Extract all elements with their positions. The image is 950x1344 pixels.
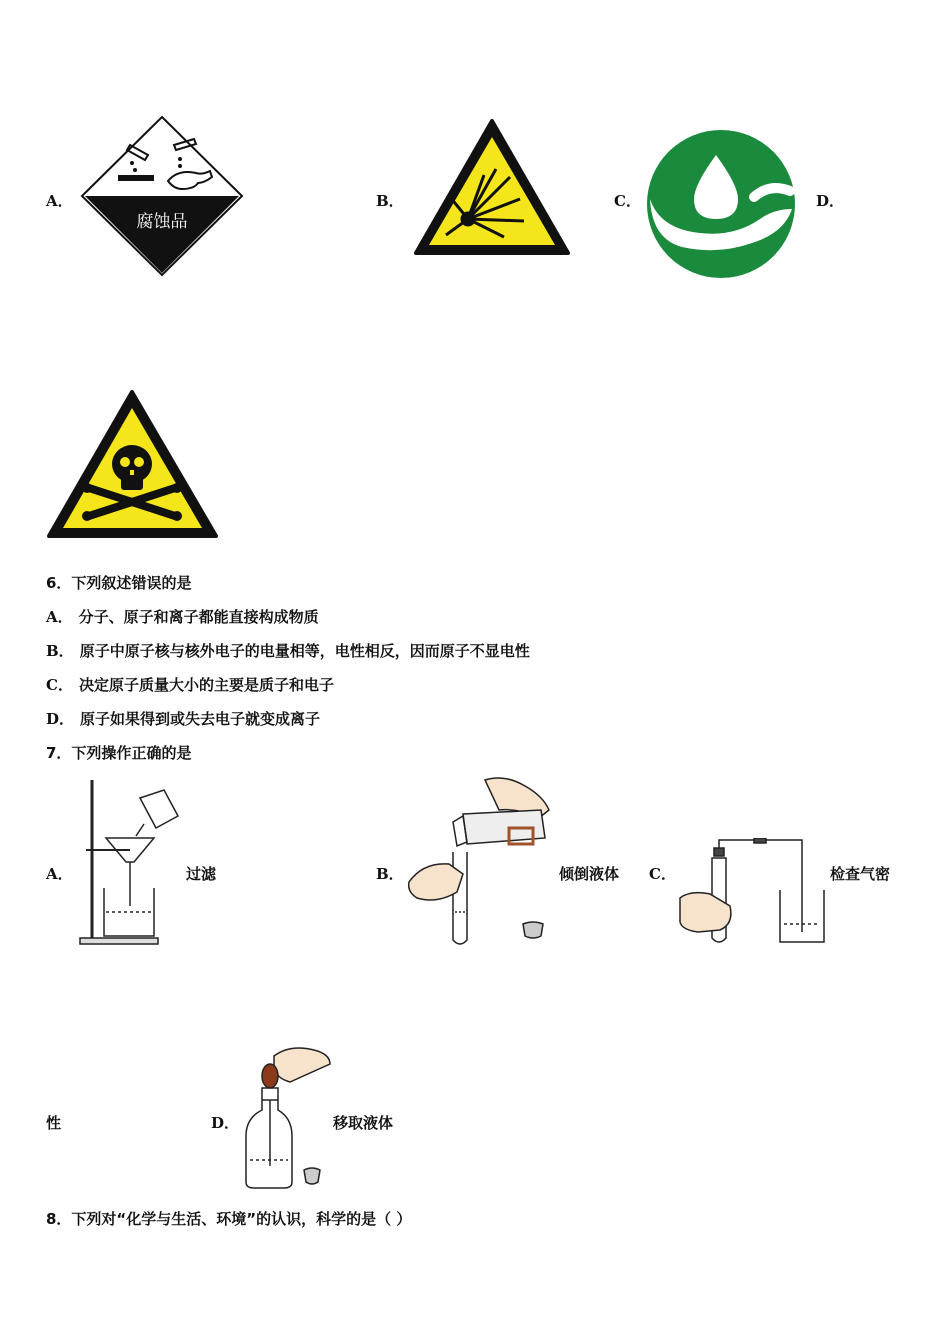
corrosive-sign-text: 腐蚀品 [136,212,188,232]
q7-option-c-label: C． [649,865,676,883]
q7-option-c-caption-cont: 性 [46,1114,62,1132]
q6-option-b-label: B． [46,642,74,660]
q7-option-d-caption: 移取液体 [333,1114,394,1132]
q6-option-c [46,674,334,695]
q6-option-a-text: 分子、原子和离子都能直接构成物质 [78,608,319,626]
q5-option-d-label: D． [816,192,845,210]
q8-stem-text: 8．下列对“化学与生活、环境”的认识，科学的是（ ） [46,1210,412,1228]
airtightness-check-icon [678,838,828,948]
q7-option-b-caption: 倾倒液体 [559,865,620,883]
q7-option-b-label: B． [376,865,404,883]
q7-stem-text: 7．下列操作正确的是 [46,744,192,762]
q7-option-a-caption: 过滤 [186,865,217,883]
water-saving-sign-icon [644,127,799,282]
q5-option-c-label: C． [614,192,641,210]
q6-option-a-label: A． [46,608,73,626]
q6-option-d [46,708,320,729]
q6-option-d-text: 原子如果得到或失去电子就变成离子 [80,710,321,728]
q7-option-d-label: D． [211,1114,240,1132]
q7-stem [46,742,191,763]
q6-stem-text: 6．下列叙述错误的是 [46,574,192,592]
filtration-apparatus-icon [78,778,188,948]
q7-option-a-label: A． [46,865,73,883]
q7-option-c-caption: 检查气密 [830,865,891,883]
q6-option-c-label: C． [46,676,73,694]
q6-option-b [46,640,530,661]
dropper-bottle-icon [244,1046,334,1191]
q6-option-b-text: 原子中原子核与核外电子的电量相等，电性相反，因而原子不显电性 [79,642,530,660]
q6-option-c-text: 决定原子质量大小的主要是质子和电子 [78,676,334,694]
toxic-sign-icon [45,388,220,540]
pouring-liquid-icon [405,772,555,952]
q5-option-a-label: A． [46,192,73,210]
explosive-sign-icon [412,117,572,257]
q5-option-b-label: B． [376,192,404,210]
q6-option-a [46,606,319,627]
corrosive-sign-icon [80,115,245,277]
q6-stem [46,572,191,593]
q6-option-d-label: D． [46,710,75,728]
q8-stem [46,1208,411,1229]
